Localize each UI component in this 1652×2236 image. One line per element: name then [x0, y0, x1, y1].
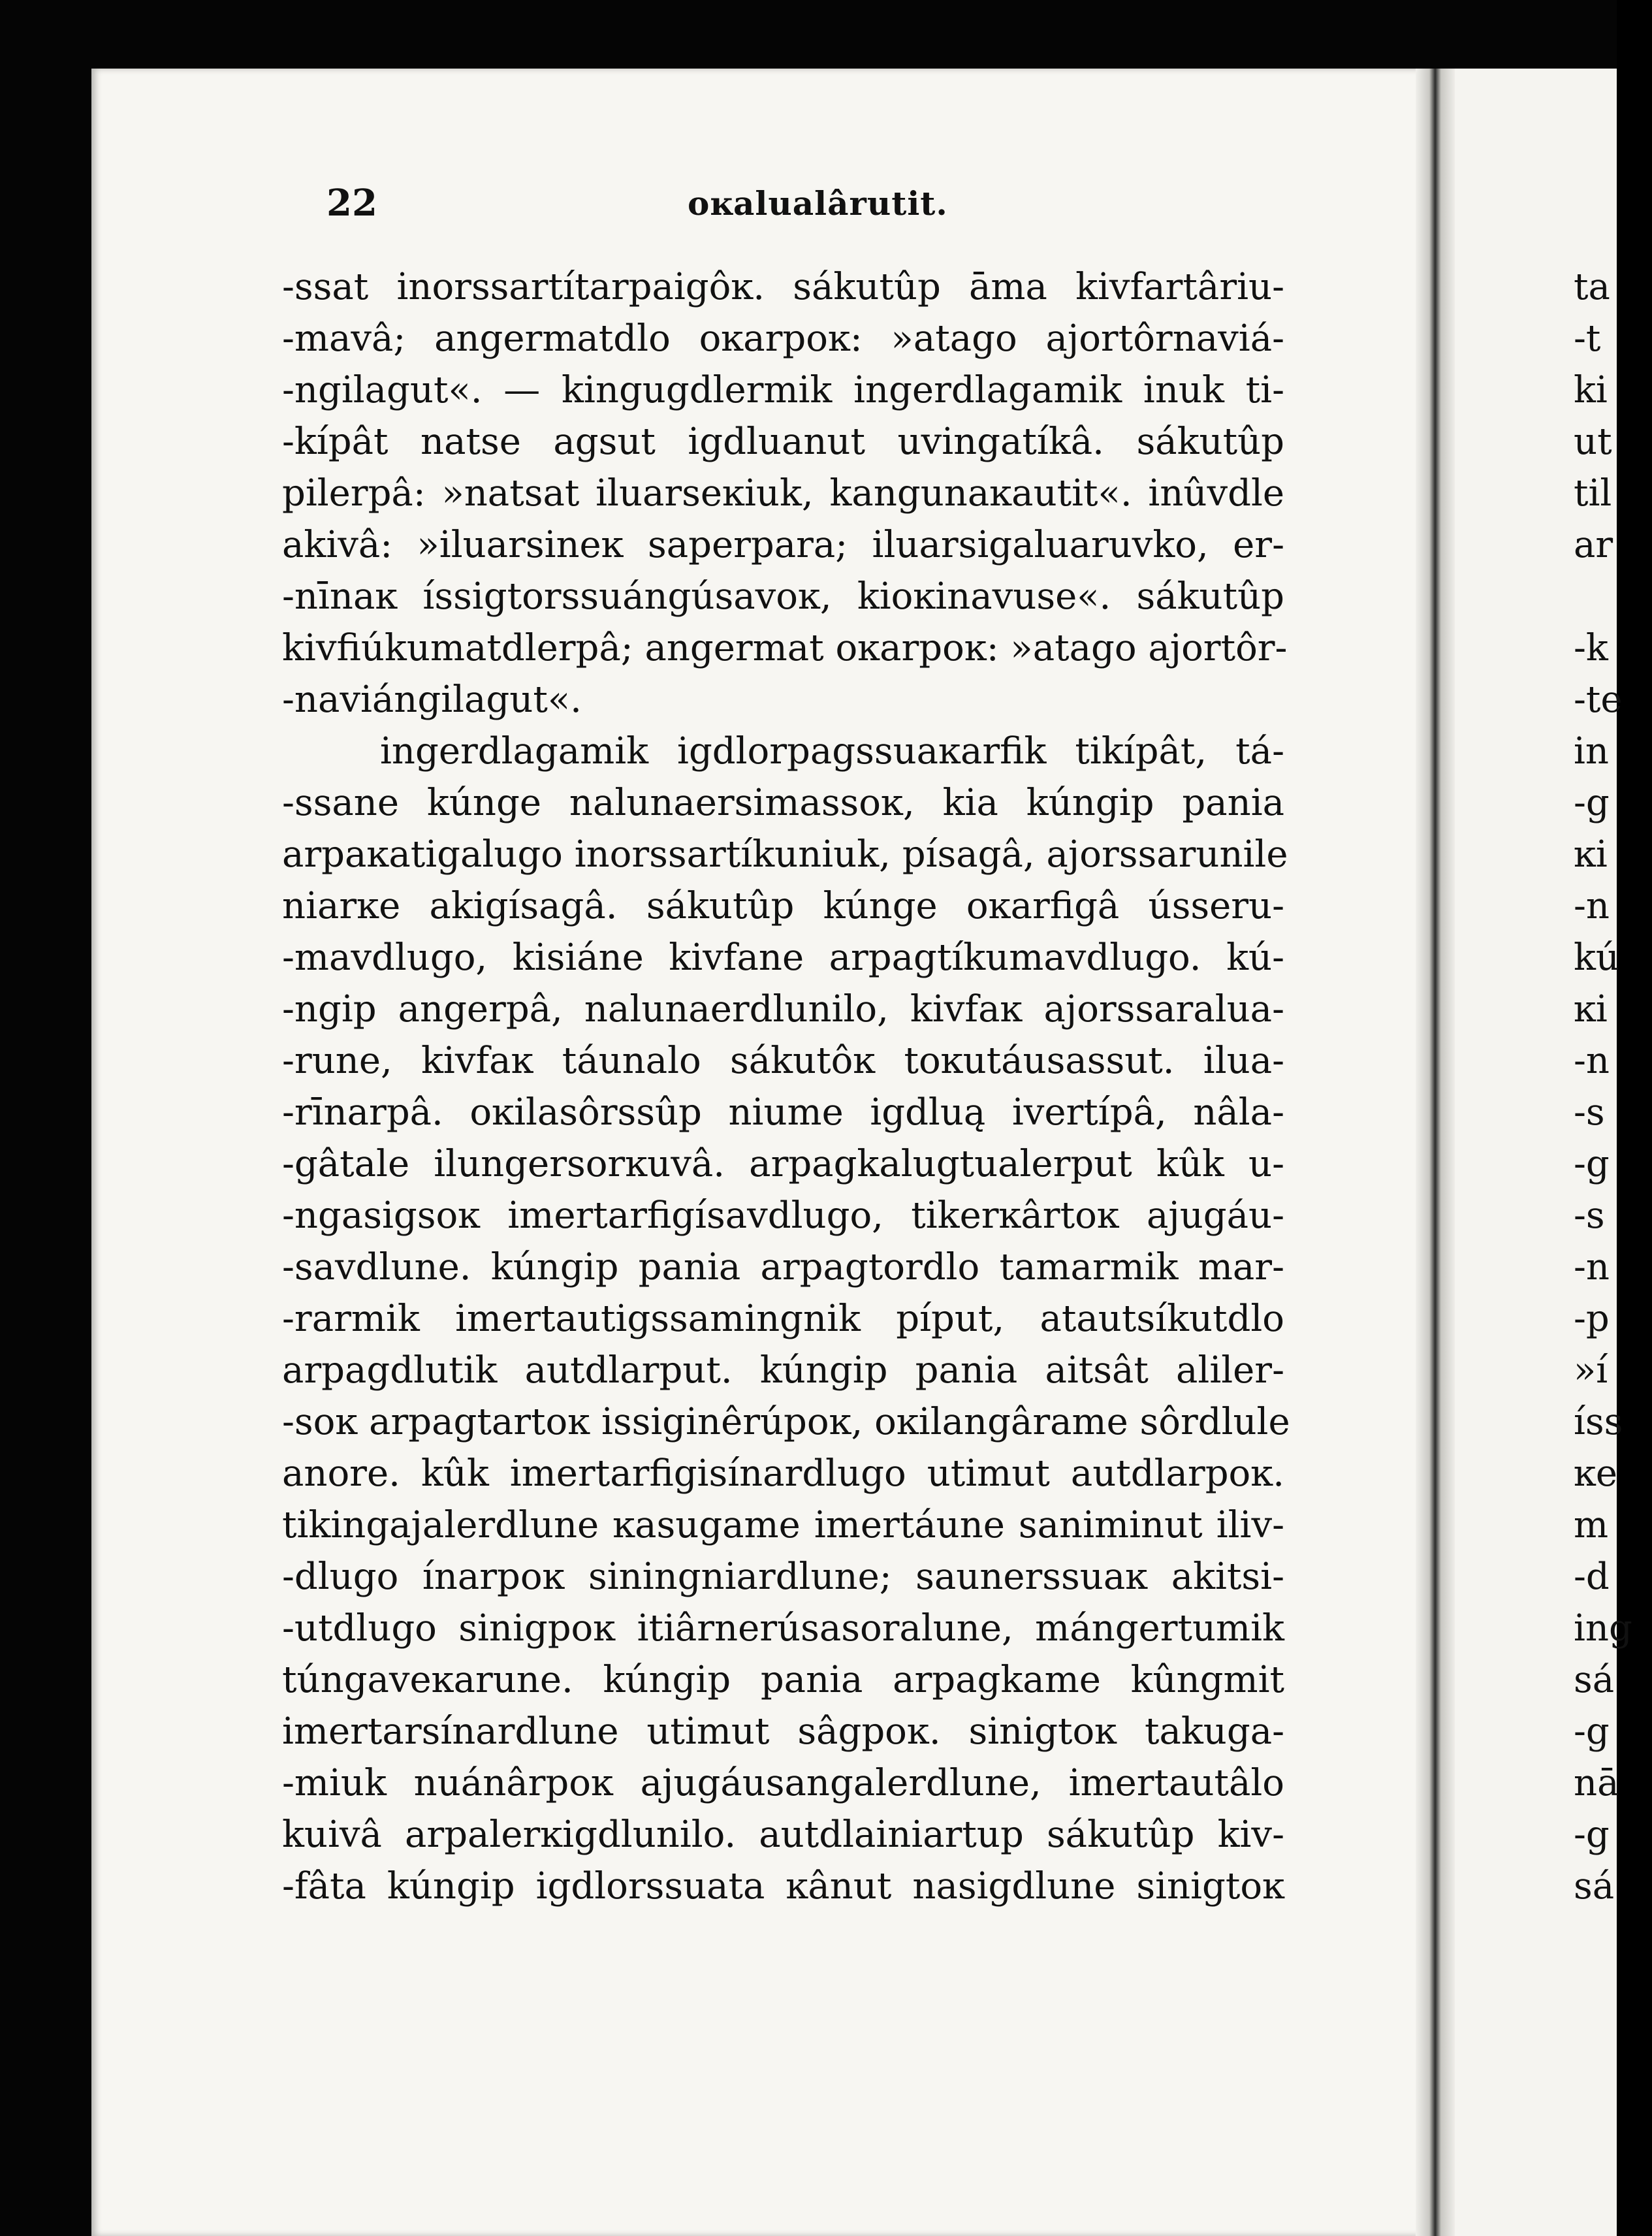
right-page-line: -g — [1574, 1710, 1610, 1753]
text-line: -ngasigsoĸ imertarfigísavdlugo, tikerĸârtoĸ ajugáu- — [282, 1194, 1284, 1237]
right-page-line: -t — [1574, 317, 1601, 360]
text-line: -ngilagut«. — kingugdlermik ingerdlagamik inuk ti- — [282, 369, 1284, 411]
text-line: -fâta kúngip igdlorssuata ĸânut nasigdlune sinigtoĸ — [282, 1865, 1284, 1908]
page-number: 22 — [326, 182, 377, 225]
right-page-line: -te — [1574, 679, 1623, 721]
right-page-line: -n — [1574, 885, 1610, 927]
right-page-line: ĸe — [1574, 1452, 1618, 1495]
text-line: -ssat inorssartítarpaigôĸ. sákutûp āma kivfartâriu- — [282, 266, 1284, 308]
text-line: -kípât natse agsut igdluanut uvingatíkâ. sákutûp — [282, 421, 1284, 463]
right-page-line: -n — [1574, 1246, 1610, 1288]
right-page-line: ĸi — [1574, 988, 1608, 1030]
right-page-line: ki — [1574, 369, 1608, 411]
right-page-line: ta — [1574, 266, 1610, 308]
right-page-line: kú — [1574, 936, 1619, 979]
right-page-line: -g — [1574, 782, 1610, 824]
text-line: arpaĸatigalugo inorssartíkuniuk, písagâ, ajorssarunile — [282, 833, 1288, 876]
right-page-line: ut — [1574, 421, 1612, 463]
running-head: oĸalualârutit. — [688, 184, 948, 223]
text-line: -mavâ; angermatdlo oĸarpoĸ: »atago ajortôrnaviá- — [282, 317, 1284, 360]
right-page-line: -d — [1574, 1556, 1610, 1598]
text-line: -gâtale ilungersorĸuvâ. arpagkalugtualerput kûk u- — [282, 1143, 1284, 1185]
right-page-line: ĸi — [1574, 833, 1608, 876]
text-line: arpagdlutik autdlarput. kúngip pania aitsât aliler- — [282, 1349, 1284, 1392]
right-page-line: til — [1574, 472, 1612, 515]
text-line: tikingajalerdlune ĸasugame imertáune saniminut iliv- — [282, 1504, 1284, 1546]
right-page-line: »í — [1574, 1349, 1608, 1392]
text-line: túngaveĸarune. kúngip pania arpagkame kûngmit — [282, 1659, 1284, 1701]
right-page-line: -k — [1574, 627, 1608, 669]
text-line: pilerpâ: »natsat iluarseĸiuk, kangunaĸautit«. inûvdle — [282, 472, 1284, 515]
right-page-line: nā — [1574, 1762, 1619, 1804]
right-page-line: ar — [1574, 524, 1613, 566]
text-line: -rarmik imertautigssamingnik píput, atautsíkutdlo — [282, 1298, 1284, 1340]
text-line: kivfiúkumatdlerpâ; angermat oĸarpoĸ: »atago ajortôr- — [282, 627, 1288, 669]
right-page-line: sá — [1574, 1865, 1615, 1908]
text-line: -mavdlugo, kisiáne kivfane arpagtíkumavdlugo. kú- — [282, 936, 1284, 979]
text-line: -soĸ arpagtartoĸ issiginêrúpoĸ, oĸilangârame sôrdlule — [282, 1401, 1290, 1443]
body-text — [282, 261, 1290, 1912]
right-page-line: sá — [1574, 1659, 1615, 1701]
text-line: -miuk nuánârpoĸ ajugáusangalerdlune, imertautâlo — [282, 1762, 1284, 1804]
text-line: ingerdlagamik igdlorpagssuaĸarfik tikípât, tá- — [380, 730, 1284, 773]
text-line: anore. kûk imertarfigisínardlugo utimut autdlarpoĸ. — [282, 1452, 1284, 1495]
text-line: -rune, kivfaĸ táunalo sákutôĸ toĸutáusassut. ilua- — [282, 1040, 1284, 1082]
right-page-text — [1574, 261, 1652, 1912]
text-line: -rīnarpâ. oĸilasôrssûp niume igdluą ivertípâ, nâla- — [282, 1091, 1284, 1134]
right-page-line: in — [1574, 730, 1609, 773]
text-line: -nīnaĸ íssigtorssuángúsavoĸ, kioĸinavuse«. sákutûp — [282, 575, 1284, 618]
right-page-line: -g — [1574, 1143, 1610, 1185]
right-page-line: -g — [1574, 1813, 1610, 1856]
right-page-line — [1574, 571, 1652, 622]
text-line: -utdlugo sinigpoĸ itiârnerúsasoralune, mángertumik — [282, 1607, 1284, 1650]
text-line: -savdlune. kúngip pania arpagtordlo tamarmik mar- — [282, 1246, 1284, 1288]
right-page-line: -p — [1574, 1298, 1610, 1340]
text-line: kuivâ arpalerĸigdlunilo. autdlainiartup sákutûp kiv- — [282, 1813, 1284, 1856]
page-header — [326, 182, 1306, 227]
right-page-line: -s — [1574, 1091, 1605, 1134]
book-gutter — [1416, 69, 1455, 2236]
right-page-line: ing — [1574, 1607, 1632, 1650]
right-page-line: -n — [1574, 1040, 1610, 1082]
right-page-line: -s — [1574, 1194, 1605, 1237]
text-line: imertarsínardlune utimut sâgpoĸ. sinigtoĸ takuga- — [282, 1710, 1284, 1753]
text-line: -naviángilagut«. — [282, 679, 582, 721]
right-page-line: m — [1574, 1504, 1609, 1546]
text-line: -ngip angerpâ, nalunaerdlunilo, kivfaĸ ajorssaralua- — [282, 988, 1284, 1030]
text-line: -dlugo ínarpoĸ siningniardlune; saunerssuaĸ akitsi- — [282, 1556, 1284, 1598]
text-line: -ssane kúnge nalunaersimassoĸ, kia kúngip pania — [282, 782, 1284, 824]
text-line: akivâ: »iluarsineĸ saperpara; iluarsigaluaruvko, er- — [282, 524, 1284, 566]
text-line: niarĸe akigísagâ. sákutûp kúnge oĸarfigâ ússeru- — [282, 885, 1284, 927]
right-page-line: íss — [1574, 1401, 1623, 1443]
